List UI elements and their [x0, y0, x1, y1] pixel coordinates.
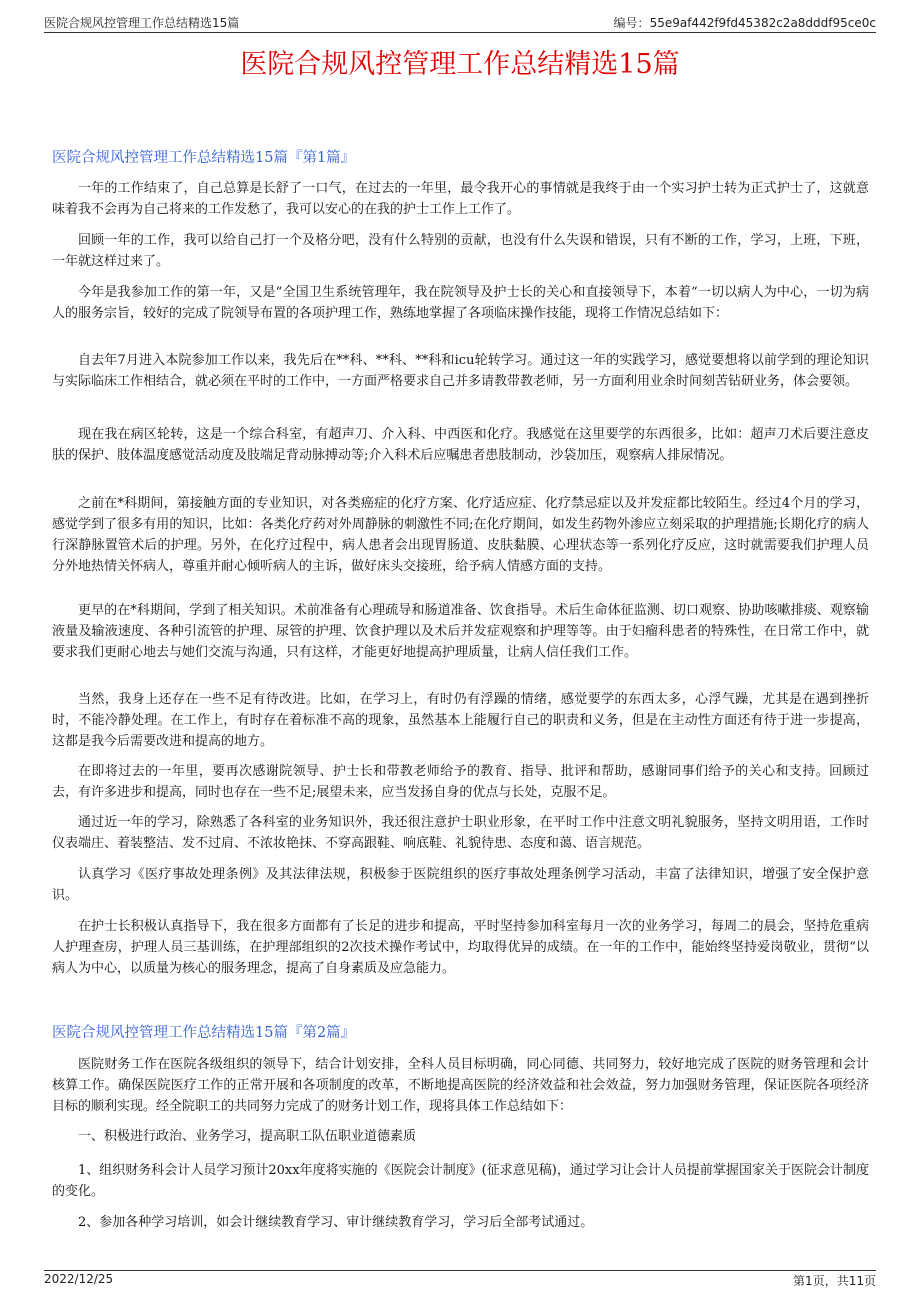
paragraph: 1、组织财务科会计人员学习预计20xx年度将实施的《医院会计制度》(征求意见稿)，通过学习让会计人员提前掌握国家关于医院会计制度的变化。 — [52, 1163, 869, 1199]
paragraph: 当然，我身上还存在一些不足有待改进。比如，在学习上，有时仍有浮躁的情绪，感觉要学的东西太多，心浮气躁，尤其是在遇到挫折时，不能冷静处理。在工作上，有时存在着标准不高的现象，虽然基本上能履行自己的职责和义务，但是在主动性方面还有待于进一步提高，这都是我今后需要改进和提高的地方。 — [52, 692, 869, 749]
page-title: 医院合规风控管理工作总结精选15篇 — [240, 49, 680, 80]
section-heading-1: 医院合规风控管理工作总结精选15篇『第1篇』 — [52, 150, 356, 166]
section-heading-2: 医院合规风控管理工作总结精选15篇『第2篇』 — [52, 1025, 356, 1041]
footer-date: 2022/12/25 — [44, 1272, 114, 1286]
paragraph: 2、参加各种学习培训，如会计继续教育学习、审计继续教育学习，学习后全部考试通过。 — [78, 1215, 594, 1230]
paragraph: 现在我在病区轮转，这是一个综合科室，有超声刀、介入科、中西医和化疗。我感觉在这里要学的东西很多，比如：超声刀术后要注意皮肤的保护、肢体温度感觉活动度及肢端足背动脉搏动等;介入科术后应嘱患者患肢制动，沙袋加压，观察病人排尿情况。 — [52, 427, 869, 463]
header-divider — [44, 32, 876, 33]
page-footer — [44, 1272, 876, 1290]
paragraph: 自去年7月进入本院参加工作以来，我先后在**科、**科、**科和icu轮转学习。通过这一年的实践学习，感觉要想将以前学到的理论知识与实际临床工作相结合，就必须在平时的工作中，一方面严格要求自己并多请教带教老师，另一方面利用业余时间刻苦钻研业务，体会要领。 — [52, 353, 869, 389]
paragraph: 之前在*科期间，第接触方面的专业知识，对各类癌症的化疗方案、化疗适应症、化疗禁忌症以及并发症都比较陌生。经过4个月的学习，感觉学到了很多有用的知识，比如：各类化疗药对外周静脉的刺激性不同;在化疗期间，如发生药物外渗应立刻采取的护理措施;长期化疗的病人行深静脉置管术后的护理。另外，在化疗过程中，病人患者会出现胃肠道、皮肤黏膜、心理状态等一系列化疗反应，这时就需要我们护理人员分外地热情关怀病人，尊重并耐心倾听病人的主诉，做好床头交接班，给予病人情感方面的支持。 — [52, 496, 869, 574]
paragraph: 更早的在*科期间，学到了相关知识。术前准备有心理疏导和肠道准备、饮食指导。术后生命体征监测、切口观察、协助咳嗽排痰、观察输液量及输液速度、各种引流管的护理、尿管的护理、饮食护理以及术后并发症观察和护理等等。由于妇瘤科患者的特殊性，在日常工作中，就要求我们更耐心地去与她们交流与沟通，只有这样，才能更好地提高护理质量，让病人信任我们工作。 — [52, 603, 869, 660]
paragraph: 回顾一年的工作，我可以给自己打一个及格分吧，没有什么特别的贡献，也没有什么失误和错误，只有不断的工作，学习，上班，下班，一年就这样过来了。 — [52, 233, 869, 269]
page-total: 11 — [848, 1274, 864, 1288]
paragraph: 认真学习《医疗事故处理条例》及其法律法规，积极参于医院组织的医疗事故处理条例学习活动，丰富了法律知识，增强了安全保护意识。 — [52, 867, 869, 903]
header-code — [614, 14, 876, 31]
paragraph: 一年的工作结束了，自己总算是长舒了一口气，在过去的一年里，最令我开心的事情就是我终于由一个实习护士转为正式护士了，这就意味着我不会再为自己将来的工作发愁了，我可以安心的在我的护士工作上工作了。 — [52, 181, 869, 217]
paragraph: 医院财务工作在医院各级组织的领导下，结合计划安排，全科人员目标明确，同心同德、共同努力，较好地完成了医院的财务管理和会计核算工作。确保医院医疗工作的正常开展和各项制度的改革，不断地提高医院的经济效益和社会效益，努力加强财务管理，保证医院各项经济目标的顺利实现。经全院职工的共同努力完成了的财务计划工作，现将具体工作总结如下： — [52, 1057, 869, 1114]
paragraph: 在护士长积极认真指导下，我在很多方面都有了长足的进步和提高，平时坚持参加科室每月一次的业务学习，每周二的晨会，坚持危重病人护理查房，护理人员三基训练，在护理部组织的2次技术操作考试中，均取得优异的成绩。在一年的工作中，能始终坚持爱岗敬业，贯彻“以病人为中心，以质量为核心的服务理念，提高了自身素质及应急能力。 — [52, 919, 869, 976]
page-suffix: 页 — [863, 1274, 876, 1288]
header-code-value: 55e9af442f9fd45382c2a8dddf95ce0c — [649, 16, 876, 30]
header-doc-title: 医院合规风控管理工作总结精选15篇 — [44, 16, 240, 30]
paragraph: 今年是我参加工作的第一年，又是“全国卫生系统管理年，我在院领导及护士长的关心和直接领导下，本着“一切以病人为中心，一切为病人的服务宗旨，较好的完成了院领导布置的各项护理工作，熟练地掌握了各项临床操作技能，现将工作情况总结如下： — [52, 285, 869, 321]
page-indicator — [793, 1272, 876, 1289]
paragraph: 在即将过去的一年里，要再次感谢院领导、护士长和带教老师给予的教育、指导、批评和帮助，感谢同事们给予的关心和支持。回顾过去，有许多进步和提高，同时也存在一些不足;展望未来，应当发扬自身的优点与长处，克服不足。 — [52, 764, 869, 800]
page-prefix: 第 — [793, 1274, 806, 1288]
page-header — [44, 14, 876, 32]
header-code-label: 编号： — [613, 16, 650, 30]
paragraph: 通过近一年的学习，除熟悉了各科室的业务知识外，我还很注意护士职业形象，在平时工作中注意文明礼貌服务，坚持文明用语，工作时仪表端庄、着装整洁、发不过肩、不浓妆艳抹、不穿高跟鞋、响底鞋、礼貌待患、态度和蔼、语言规范。 — [52, 815, 869, 851]
page-number: 1 — [805, 1274, 813, 1288]
page-mid: 页，共 — [812, 1274, 849, 1288]
footer-divider — [44, 1270, 876, 1271]
paragraph: 一、积极进行政治、业务学习，提高职工队伍职业道德素质 — [78, 1129, 417, 1144]
